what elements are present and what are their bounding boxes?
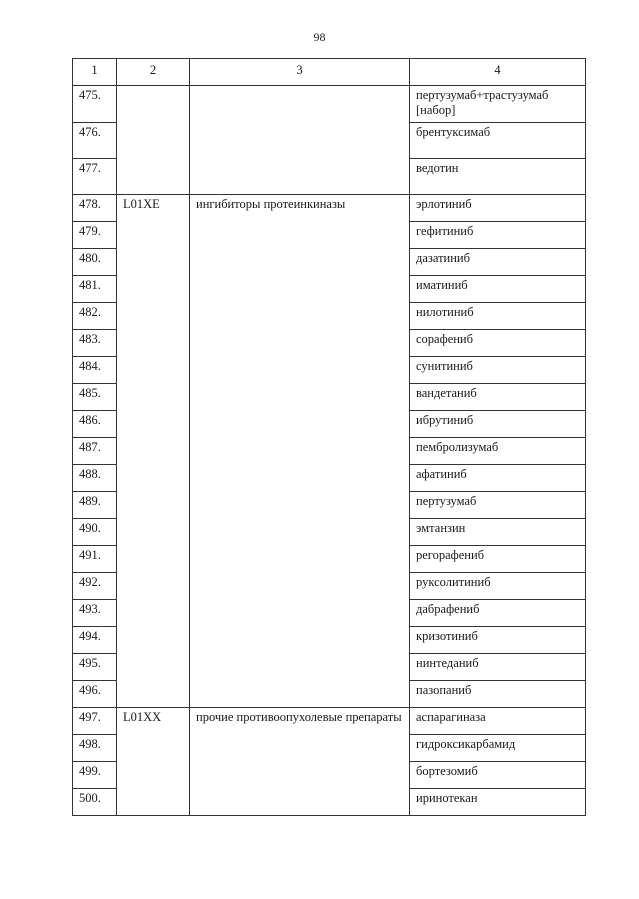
drug-name: ведотин <box>410 159 586 195</box>
drug-name: пазопаниб <box>410 681 586 708</box>
drug-name: афатиниб <box>410 465 586 492</box>
row-number: 499. <box>73 762 117 789</box>
header-col-1: 1 <box>73 59 117 86</box>
drug-table <box>72 58 586 816</box>
row-number: 488. <box>73 465 117 492</box>
group-name: ингибиторы протеинкиназы <box>190 195 410 708</box>
header-col-2: 2 <box>117 59 190 86</box>
row-number: 497. <box>73 708 117 735</box>
drug-name: иринотекан <box>410 789 586 816</box>
row-number: 485. <box>73 384 117 411</box>
drug-name: брентуксимаб <box>410 123 586 159</box>
row-number: 493. <box>73 600 117 627</box>
drug-name: аспарагиназа <box>410 708 586 735</box>
group-cell <box>190 86 410 195</box>
drug-name: эрлотиниб <box>410 195 586 222</box>
drug-name: нилотиниб <box>410 303 586 330</box>
row-number: 476. <box>73 123 117 159</box>
drug-name: дазатиниб <box>410 249 586 276</box>
drug-name: бортезомиб <box>410 762 586 789</box>
row-number: 492. <box>73 573 117 600</box>
table-row <box>73 195 586 222</box>
drug-name: иматиниб <box>410 276 586 303</box>
atc-code: L01XE <box>117 195 190 708</box>
atc-code: L01XX <box>117 708 190 816</box>
page-number: 98 <box>313 30 326 44</box>
row-number: 495. <box>73 654 117 681</box>
header-col-4: 4 <box>410 59 586 86</box>
table-row <box>73 86 586 123</box>
drug-name: руксолитиниб <box>410 573 586 600</box>
group-name: прочие противоопухолевые препараты <box>190 708 410 816</box>
header-row <box>73 59 586 86</box>
row-number: 498. <box>73 735 117 762</box>
row-number: 480. <box>73 249 117 276</box>
drug-name: нинтеданиб <box>410 654 586 681</box>
drug-name: регорафениб <box>410 546 586 573</box>
drug-name: эмтанзин <box>410 519 586 546</box>
row-number: 477. <box>73 159 117 195</box>
table-row <box>73 708 586 735</box>
row-number: 487. <box>73 438 117 465</box>
drug-name: пембролизумаб <box>410 438 586 465</box>
row-number: 483. <box>73 330 117 357</box>
row-number: 491. <box>73 546 117 573</box>
row-number: 490. <box>73 519 117 546</box>
drug-name: пертузумаб <box>410 492 586 519</box>
drug-name: гидроксикарбамид <box>410 735 586 762</box>
row-number: 481. <box>73 276 117 303</box>
row-number: 479. <box>73 222 117 249</box>
row-number: 482. <box>73 303 117 330</box>
row-number: 489. <box>73 492 117 519</box>
row-number: 486. <box>73 411 117 438</box>
drug-name: гефитиниб <box>410 222 586 249</box>
drug-name: вандетаниб <box>410 384 586 411</box>
drug-name: ибрутиниб <box>410 411 586 438</box>
row-number: 478. <box>73 195 117 222</box>
atc-code-cell <box>117 86 190 195</box>
header-col-3: 3 <box>190 59 410 86</box>
drug-name: дабрафениб <box>410 600 586 627</box>
row-number: 500. <box>73 789 117 816</box>
drug-name: сунитиниб <box>410 357 586 384</box>
row-number: 484. <box>73 357 117 384</box>
row-number: 475. <box>73 86 117 123</box>
drug-name: сорафениб <box>410 330 586 357</box>
row-number: 496. <box>73 681 117 708</box>
row-number: 494. <box>73 627 117 654</box>
drug-name: кризотиниб <box>410 627 586 654</box>
drug-name: пертузумаб+трастузумаб [набор] <box>410 86 586 123</box>
